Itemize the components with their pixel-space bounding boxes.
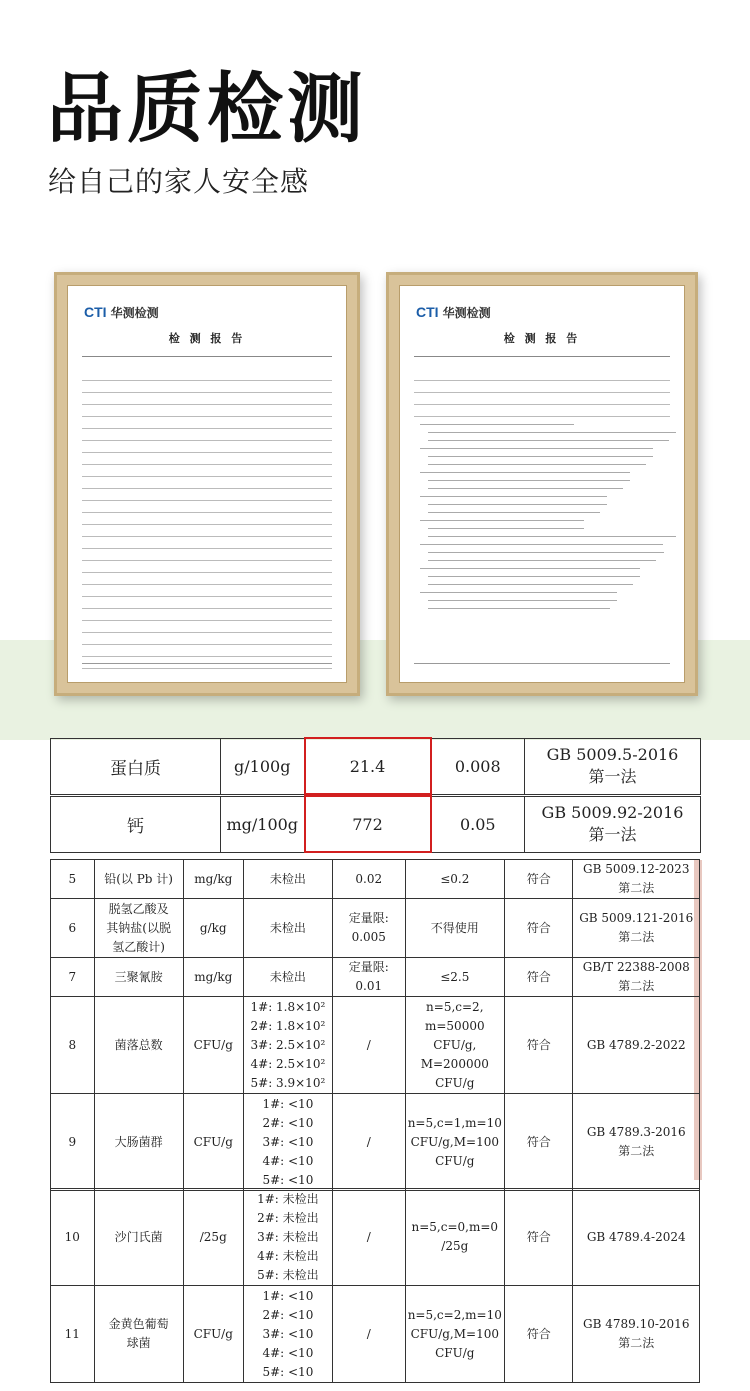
verdict-cell: 符合 — [505, 860, 573, 899]
standard-cell: n=5,c=2,m=10 CFU/g,M=100 CFU/g — [405, 1286, 505, 1383]
method-cell: GB 5009.121-2016 第二法 — [573, 899, 700, 958]
unit-cell: g/100g — [221, 738, 305, 794]
standard-cell: n=5,c=0,m=0 /25g — [405, 1189, 505, 1286]
mini-table — [82, 356, 332, 674]
method-cell: GB 4789.3-2016 第二法 — [573, 1094, 700, 1191]
report-title: 检 测 报 告 — [503, 332, 581, 345]
row-number: 9 — [51, 1094, 95, 1191]
item-name: 菌落总数 — [94, 997, 183, 1094]
method-cell: GB 5009.5-2016 第一法 — [525, 738, 701, 794]
mini-text — [414, 356, 670, 616]
table-row — [51, 1094, 700, 1191]
verdict-cell: 符合 — [505, 997, 573, 1094]
item-name: 钙 — [51, 796, 221, 852]
result-cell-highlighted: 21.4 — [305, 738, 431, 794]
unit-cell: CFU/g — [183, 1094, 243, 1191]
verdict-cell: 符合 — [505, 899, 573, 958]
result-cell: 1#: 1.8×10² 2#: 1.8×10² 3#: 2.5×10² 4#: 2.5×10² 5#: 3.9×10² — [243, 997, 332, 1094]
standard-cell: ≤2.5 — [405, 958, 505, 997]
limit-cell: 0.05 — [431, 796, 525, 852]
limit-cell: / — [332, 997, 405, 1094]
row-number: 5 — [51, 860, 95, 899]
result-cell: 未检出 — [243, 860, 332, 899]
unit-cell: mg/100g — [221, 796, 305, 852]
table-row — [51, 860, 700, 899]
certificate-frame-right — [386, 272, 698, 696]
detail-table-b — [50, 1188, 700, 1383]
certificate-paper — [408, 294, 676, 674]
unit-cell: mg/kg — [183, 860, 243, 899]
method-cell: GB 4789.4-2024 — [573, 1189, 700, 1286]
cti-logo: CTI 华测检测 — [416, 304, 491, 320]
unit-cell: /25g — [183, 1189, 243, 1286]
unit-cell: CFU/g — [183, 997, 243, 1094]
table-row — [51, 796, 701, 852]
page-title: 品质检测 — [47, 64, 367, 153]
method-cell: GB/T 22388-2008 第二法 — [573, 958, 700, 997]
highlight-table-calcium — [50, 795, 700, 853]
limit-cell: / — [332, 1094, 405, 1191]
verdict-cell: 符合 — [505, 1189, 573, 1286]
verdict-cell: 符合 — [505, 958, 573, 997]
limit-cell: 0.02 — [332, 860, 405, 899]
method-cell: GB 5009.12-2023 第二法 — [573, 860, 700, 899]
table-row — [51, 958, 700, 997]
item-name: 金黄色葡萄 球菌 — [94, 1286, 183, 1383]
limit-cell: / — [332, 1189, 405, 1286]
row-number: 11 — [51, 1286, 95, 1383]
item-name: 沙门氏菌 — [94, 1189, 183, 1286]
unit-cell: CFU/g — [183, 1286, 243, 1383]
standard-cell: 不得使用 — [405, 899, 505, 958]
method-cell: GB 4789.2-2022 — [573, 997, 700, 1094]
row-number: 8 — [51, 997, 95, 1094]
item-name: 三聚氰胺 — [94, 958, 183, 997]
result-cell: 1#: <10 2#: <10 3#: <10 4#: <10 5#: <10 — [243, 1094, 332, 1191]
item-name: 大肠菌群 — [94, 1094, 183, 1191]
table-row — [51, 997, 700, 1094]
row-number: 7 — [51, 958, 95, 997]
highlight-table-protein — [50, 737, 700, 795]
result-cell-highlighted: 772 — [305, 796, 431, 852]
standard-cell: n=5,c=2, m=50000 CFU/g, M=200000 CFU/g — [405, 997, 505, 1094]
unit-cell: g/kg — [183, 899, 243, 958]
item-name: 蛋白质 — [51, 738, 221, 794]
verdict-cell: 符合 — [505, 1094, 573, 1191]
result-cell: 1#: 未检出 2#: 未检出 3#: 未检出 4#: 未检出 5#: 未检出 — [243, 1189, 332, 1286]
standard-cell: n=5,c=1,m=10 CFU/g,M=100 CFU/g — [405, 1094, 505, 1191]
verdict-cell: 符合 — [505, 1286, 573, 1383]
result-cell: 未检出 — [243, 958, 332, 997]
table-row — [51, 899, 700, 958]
report-title: 检 测 报 告 — [168, 332, 246, 345]
method-cell: GB 5009.92-2016 第一法 — [525, 796, 701, 852]
detail-table-a — [50, 859, 700, 1191]
result-cell: 未检出 — [243, 899, 332, 958]
standard-cell: ≤0.2 — [405, 860, 505, 899]
item-name: 铅(以 Pb 计) — [94, 860, 183, 899]
page-subtitle: 给自己的家人安全感 — [48, 165, 310, 198]
table-row — [51, 1286, 700, 1383]
row-number: 10 — [51, 1189, 95, 1286]
limit-cell: 定量限: 0.01 — [332, 958, 405, 997]
limit-cell: 0.008 — [431, 738, 525, 794]
unit-cell: mg/kg — [183, 958, 243, 997]
certificate-frame-left — [54, 272, 360, 696]
item-name: 脱氢乙酸及 其钠盐(以脱 氢乙酸计) — [94, 899, 183, 958]
result-cell: 1#: <10 2#: <10 3#: <10 4#: <10 5#: <10 — [243, 1286, 332, 1383]
limit-cell: 定量限: 0.005 — [332, 899, 405, 958]
certificate-paper — [76, 294, 338, 674]
cti-logo: CTI 华测检测 — [84, 304, 159, 320]
limit-cell: / — [332, 1286, 405, 1383]
table-row — [51, 1189, 700, 1286]
method-cell: GB 4789.10-2016 第二法 — [573, 1286, 700, 1383]
row-number: 6 — [51, 899, 95, 958]
table-row — [51, 738, 701, 794]
